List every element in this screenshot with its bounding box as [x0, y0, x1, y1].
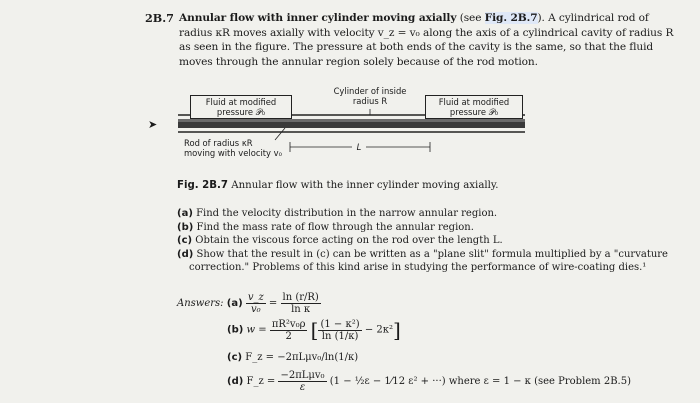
- answer-b-prefactor: [270, 319, 308, 342]
- length-label: L: [356, 142, 362, 152]
- part-c-key: (c): [177, 235, 193, 247]
- caption-number: Fig. 2B.7: [177, 180, 228, 191]
- part-c: [177, 234, 687, 248]
- part-b-text: Find the mass rate of flow through the annular region.: [196, 221, 474, 233]
- answer-c: [227, 352, 358, 363]
- answer-a-rhs: [281, 292, 321, 315]
- answer-c-text: F_z = −2πLμv₀/ln(1/κ): [245, 352, 359, 363]
- problem-number: 2B.7: [145, 11, 174, 25]
- cursor-arrow-icon: ➤: [148, 118, 158, 131]
- answer-a-lhs-num: v_z: [247, 292, 264, 303]
- problem-title: Annular flow with inner cylinder moving axially: [179, 12, 457, 24]
- part-b-key: (b): [177, 221, 194, 233]
- answer-a-rhs-den: ln κ: [291, 304, 311, 315]
- problem-parts: [177, 207, 687, 275]
- answer-b-inner-num: (1 − κ²): [320, 318, 360, 330]
- part-a: [177, 207, 687, 221]
- right-fluid-label: Fluid at modified pressure 𝒫₀: [425, 95, 523, 119]
- part-d: [177, 248, 687, 275]
- answer-b-pref-den: 2: [285, 330, 292, 342]
- answer-c-key: (c): [227, 352, 243, 363]
- answers-block: [177, 292, 687, 402]
- answer-b: [227, 318, 401, 342]
- answer-b-bracket-open: [: [310, 318, 319, 342]
- answer-b-inner-den: ln (1/κ): [321, 330, 359, 342]
- answer-d-series: (1 − ½ε − 1⁄12 ε² + ···) where ε = 1 − κ (see Problem 2B.5): [329, 376, 632, 387]
- rod-highlight: [178, 119, 525, 122]
- see-close: ).: [537, 12, 545, 24]
- answer-b-inner: [318, 319, 361, 342]
- answer-d: [227, 370, 631, 393]
- part-a-text: Find the velocity distribution in the narrow annular region.: [196, 208, 498, 219]
- figure-reference-link[interactable]: Fig. 2B.7: [484, 12, 538, 24]
- see-open: (see: [459, 12, 485, 24]
- answer-b-lhs: w =: [246, 324, 267, 336]
- answer-d-frac-den: ε: [299, 382, 306, 393]
- figure-caption: [177, 180, 499, 191]
- answer-a-rhs-num: ln (r/R): [282, 292, 319, 303]
- figure-2b7: [170, 83, 530, 173]
- cylinder-label: Cylinder of inside radius R: [333, 86, 407, 106]
- answer-b-tail: − 2κ²: [364, 324, 394, 336]
- part-a-key: (a): [177, 208, 193, 219]
- answer-d-frac: [278, 370, 326, 393]
- left-fluid-label: Fluid at modified pressure 𝒫₀: [190, 95, 292, 119]
- answer-a-lhs: [246, 292, 266, 315]
- part-c-text: Obtain the viscous force acting on the rod over the length L.: [195, 235, 503, 247]
- answer-b-key: (b): [227, 324, 244, 336]
- answer-b-bracket-close: ]: [393, 318, 401, 342]
- answer-a-lhs-den: v₀: [250, 304, 261, 315]
- answers-label: Answers:: [177, 298, 224, 309]
- part-d-text: Show that the result in (c) can be written as a "plane slit" formula multiplied by a "curvature correction." Problems of this kind arise in studying the performance of wire-coating dies.¹: [189, 248, 668, 274]
- caption-text: Annular flow with the inner cylinder moving axially.: [231, 180, 499, 191]
- answer-a-key: (a): [226, 298, 243, 309]
- part-d-key: (d): [177, 248, 194, 260]
- problem-body: A cylindrical rod of radius κR moves axially with velocity v_z = v₀ along the axis of a cylindrical cavity of radius R as seen in the figure. The pressure at both ends of the cavity is the same, so that the fluid moves through the annular region solely because of the rod motion.: [179, 12, 674, 68]
- part-b: [177, 221, 687, 235]
- answer-b-pref-num: πR²v₀ρ: [271, 318, 306, 330]
- answer-d-lhs: F_z =: [246, 376, 276, 387]
- problem-statement: [179, 11, 685, 69]
- answer-d-frac-num: −2πLμv₀: [280, 370, 325, 381]
- rod-label: Rod of radius κR moving with velocity v₀: [184, 138, 282, 158]
- answer-a: Answers: (a) $\frac{v\_z}{\text{v₀}}$ = $\frac{\ln (r/R)}{\text{ln κ}}$: [177, 292, 319, 315]
- answer-d-key: (d): [227, 376, 244, 387]
